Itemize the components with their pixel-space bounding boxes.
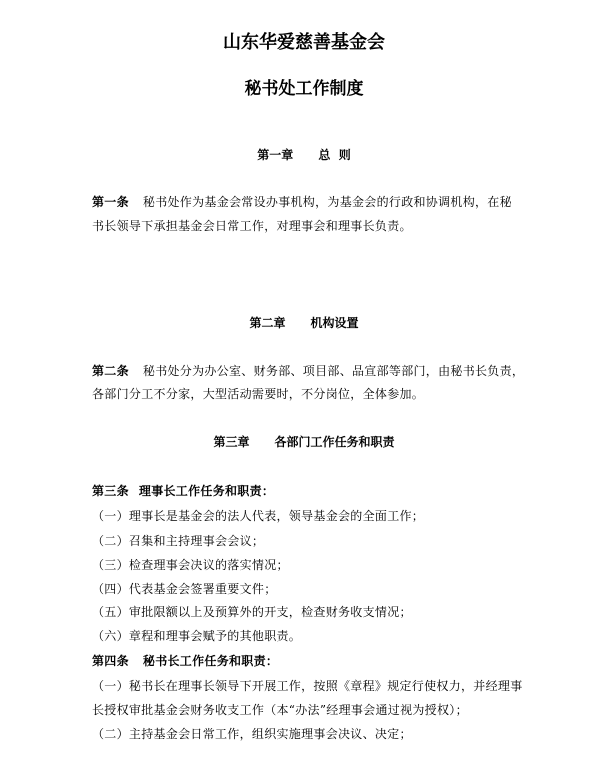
article-3-item-6: （六）章程和理事会赋予的其他职责。 (92, 629, 302, 643)
chapter-3-name: 各部门工作任务和职责 (274, 435, 395, 449)
chapter-2-heading (0, 314, 608, 331)
chapter-1-heading (0, 146, 608, 163)
chapter-1-number: 第一章 (257, 148, 294, 162)
document-subtitle: 秘书处工作制度 (244, 79, 364, 99)
article-4-heading (92, 652, 278, 669)
article-4-item-1-line-1: （一）秘书长在理事长领导下开展工作，按照《章程》规定行使权力，并经理事 (92, 679, 523, 693)
chapter-2-name: 机构设置 (310, 316, 359, 330)
article-3-item-3: （三）检查理事会决议的落实情况； (92, 558, 289, 572)
chapter-3-heading (0, 433, 608, 450)
article-3-item-2: （二）召集和主持理事会会议； (92, 534, 265, 548)
article-2-line-1 (92, 362, 524, 379)
article-4-item-2: （二）主持基金会日常工作，组织实施理事会决议、决定； (92, 727, 412, 741)
article-4-item-1-line-2: 长授权审批基金会财务收支工作（本“办法”经理事会通过视为授权）； (92, 703, 468, 717)
article-4-label: 第四条 (92, 654, 129, 668)
chapter-3-number: 第三章 (213, 435, 250, 449)
article-2-line-2: 各部门分工不分家，大型活动需要时，不分岗位，全体参加。 (92, 387, 425, 401)
article-3-item-1: （一）理事长是基金会的法人代表，领导基金会的全面工作； (92, 509, 425, 523)
article-3-title: 理事长工作任务和职责： (138, 484, 275, 498)
article-2-text-1: 秘书处分为办公室、财务部、项目部、品宣部等部门，由秘书长负责， (142, 364, 525, 378)
article-3-heading (92, 482, 274, 499)
article-4-title: 秘书长工作任务和职责： (142, 654, 279, 668)
article-1-label: 第一条 (92, 195, 129, 209)
document-title: 山东华爱慈善基金会 (223, 32, 385, 53)
article-1-line-1 (92, 193, 512, 210)
chapter-2-number: 第二章 (249, 316, 286, 330)
article-3-item-4: （四）代表基金会签署重要文件； (92, 582, 277, 596)
article-1-text-1: 秘书处作为基金会常设办事机构，为基金会的行政和协调机构，在秘 (142, 195, 512, 209)
article-3-label: 第三条 (92, 484, 129, 498)
chapter-1-name: 总 则 (318, 148, 351, 162)
article-2-label: 第二条 (92, 364, 129, 378)
article-1-line-2: 书长领导下承担基金会日常工作，对理事会和理事长负责。 (92, 219, 412, 233)
article-3-item-5: （五）审批限额以上及预算外的开支，检查财务收支情况； (92, 605, 412, 619)
